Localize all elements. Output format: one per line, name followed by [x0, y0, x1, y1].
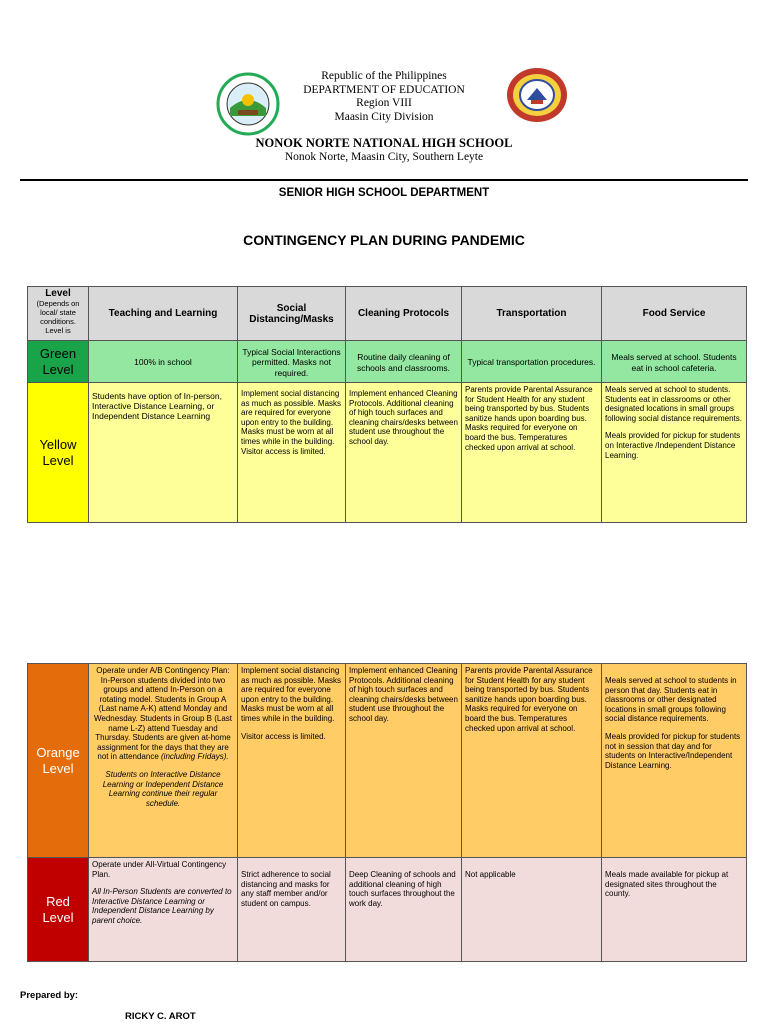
yellow-transport: Parents provide Parental Assurance for Student Health for any student being transported by bus. Students sanitize hands upon boarding bus. Masks required for everyone on board the bus. Temperatures checked upon arrival at school.	[462, 383, 602, 523]
level-green: Green Level	[28, 341, 89, 383]
red-food: Meals made available for pickup at designated sites throughout the county.	[602, 858, 747, 962]
col-header-social: Social Distancing/Masks	[238, 287, 346, 341]
school-address: Nonok Norte, Maasin City, Southern Leyte	[284, 151, 484, 163]
col-header-transport: Transportation	[462, 287, 602, 341]
header-line: Republic of the Philippines	[321, 70, 447, 82]
yellow-teaching: Students have option of In-person, Interactive Distance Learning, or Independent Distance Learning	[89, 383, 238, 523]
level-orange: Orange Level	[28, 664, 89, 858]
red-teaching: Operate under All-Virtual Contingency Plan. All In-Person Students are converted to Interactive Distance Learning or Independent Distance Learning by parent choice.	[89, 858, 238, 962]
yellow-social: Implement social distancing as much as possible. Masks are required for everyone upon entry to the building. Masks must be worn at all times while in the building. Visitor access is limited.	[238, 383, 346, 523]
preparer-name: RICKY C. AROT	[125, 1011, 196, 1022]
orange-food: Meals served at school to students in person that day. Students eat in classrooms or other designated locations in small groups following social distance requirements. Meals provided for pickup for students not in session that day and for students on Interactive/Independent Distance Learning.	[602, 664, 747, 858]
green-transport: Typical transportation procedures.	[462, 341, 602, 383]
header-line: Region VIII	[356, 97, 412, 109]
table-header-row	[28, 287, 747, 341]
col-header-food: Food Service	[602, 287, 747, 341]
table-row-green	[28, 341, 747, 383]
yellow-food: Meals served at school to students. Students eat in classrooms or other designated locations in small groups following social distance requirements. Meals provided for pickup for students on Interactive /Independent Distance Learning.	[602, 383, 747, 523]
table-row-yellow	[28, 383, 747, 523]
document-title: CONTINGENCY PLAN DURING PANDEMIC	[243, 232, 525, 248]
contingency-table-part-2	[27, 663, 747, 962]
school-name: NONOK NORTE NATIONAL HIGH SCHOOL	[255, 136, 513, 150]
col-header-teaching: Teaching and Learning	[89, 287, 238, 341]
col-header-level: Level (Depends on local/ state conditions. Level is	[28, 287, 89, 341]
contingency-table-part-1	[27, 286, 747, 523]
green-social: Typical Social Interactions permitted. Masks not required.	[238, 341, 346, 383]
table-row-orange	[28, 664, 747, 858]
red-social: Strict adherence to social distancing and masks for any staff member and/or student on campus.	[238, 858, 346, 962]
level-yellow: Yellow Level	[28, 383, 89, 523]
green-food: Meals served at school. Students eat in school cafeteria.	[602, 341, 747, 383]
orange-transport: Parents provide Parental Assurance for Student Health for any student being transported by bus. Students sanitize hands upon boarding bus. Masks required for everyone on board the bus. Temperatures checked upon arrival at school.	[462, 664, 602, 858]
orange-social: Implement social distancing as much as possible. Masks are required for everyone upon entry to the building. Masks must be worn at all times while in the building. Visitor access is limited.	[238, 664, 346, 858]
red-transport: Not applicable	[462, 858, 602, 962]
orange-cleaning: Implement enhanced Cleaning Protocols. Additional cleaning of high touch surfaces and cleaning chairs/desks between student use throughout the school day.	[346, 664, 462, 858]
government-header	[0, 70, 768, 124]
header-line: Maasin City Division	[334, 110, 434, 123]
department-name: SENIOR HIGH SCHOOL DEPARTMENT	[278, 187, 490, 199]
table-row-red	[28, 858, 747, 962]
level-note: (Depends on local/ state conditions. Level is	[36, 299, 80, 335]
red-cleaning: Deep Cleaning of schools and additional cleaning of high touch surfaces throughout the work day.	[346, 858, 462, 962]
prepared-by-label: Prepared by:	[20, 990, 79, 1001]
yellow-cleaning: Implement enhanced Cleaning Protocols. Additional cleaning of high touch surfaces and cleaning chairs/desks between student use throughout the school day.	[346, 383, 462, 523]
green-cleaning: Routine daily cleaning of schools and classrooms.	[346, 341, 462, 383]
green-teaching: 100% in school	[89, 341, 238, 383]
header-divider	[20, 179, 748, 181]
header-line: DEPARTMENT OF EDUCATION	[303, 83, 465, 96]
level-red: Red Level	[28, 858, 89, 962]
orange-teaching: Operate under A/B Contingency Plan: In-Person students divided into two groups and attend In-Person on a rotating model. Students in Group A (Last name A-K) attend Monday and Wednesday. Students in Group B (Last name L-Z) attend Tuesday and Thursday. Students are given at-home assignment for the days that they are not in attendance (including Fridays). Students on Interactive Distance Learning or Independent Distance Learning continue their regular schedule.	[89, 664, 238, 858]
col-header-cleaning: Cleaning Protocols	[346, 287, 462, 341]
